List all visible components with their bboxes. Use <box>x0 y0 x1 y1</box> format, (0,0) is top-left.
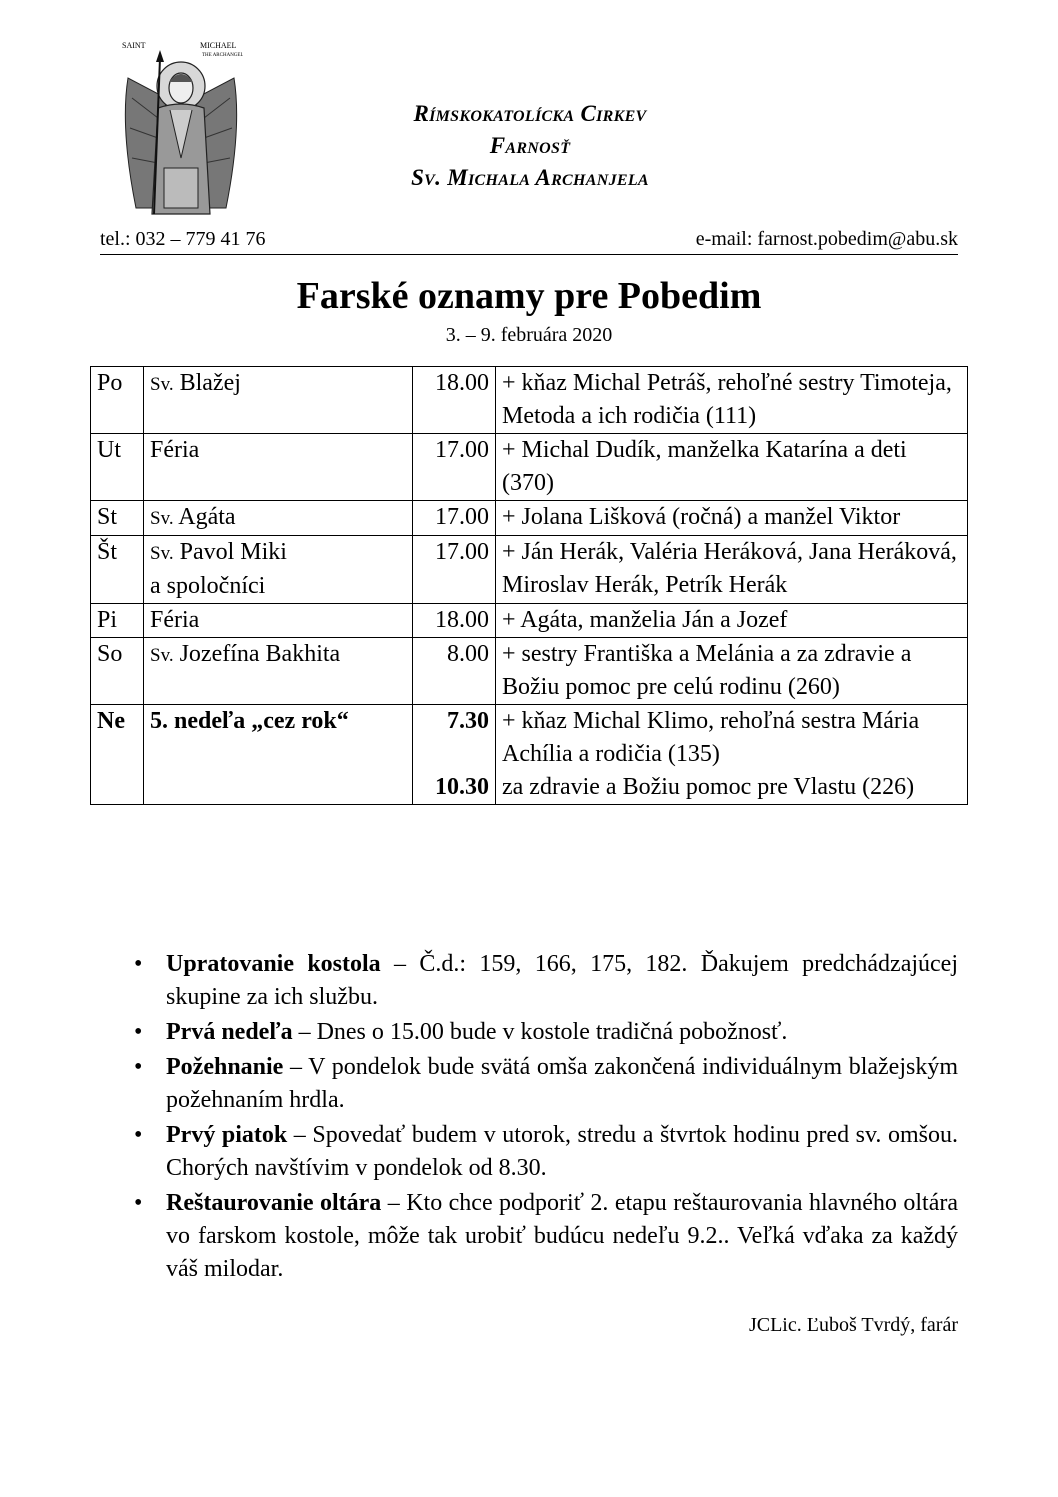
time-cell: 17.00 <box>413 501 496 536</box>
intention-cell: + kňaz Michal Petráš, rehoľné sestry Timoteja, Metoda a ich rodičia (111) <box>496 367 968 434</box>
saint-prefix: Sv. <box>150 508 174 529</box>
time-first: 7.30 <box>447 708 489 734</box>
day-cell: Št <box>91 536 144 604</box>
notice-text: – Kto chce podporiť 2. etapu reštaurovania hlavného oltára vo farskom kostole, môže tak urobiť budúcu nedeľu 9.2.. Veľká vďaka za každý váš milodar. <box>166 1190 958 1282</box>
notice-item <box>134 1187 958 1286</box>
phone-number: tel.: 032 – 779 41 76 <box>100 228 266 250</box>
schedule-row <box>91 501 968 536</box>
notice-text: – Č.d.: 159, 166, 175, 182. Ďakujem predchádzajúcej skupine za ich službu. <box>166 951 958 1010</box>
notice-heading: Reštaurovanie oltára <box>166 1190 382 1216</box>
saint-name-continued: a spoločníci <box>150 573 266 599</box>
day-cell: Ne <box>91 705 144 805</box>
schedule-row <box>91 434 968 501</box>
schedule-row <box>91 367 968 434</box>
notice-text: – Spovedať budem v utorok, stredu a štvrtok hodinu pred sv. omšou. Chorých navštívim v pondelok od 8.30. <box>166 1122 958 1181</box>
saint-name: Agáta <box>173 504 236 530</box>
saint-name: Féria <box>150 437 200 463</box>
notice-item <box>134 948 958 1014</box>
notice-text: – Dnes o 15.00 bude v kostole tradičná pobožnosť. <box>292 1019 788 1045</box>
saint-cell <box>144 367 413 434</box>
schedule-row <box>91 536 968 604</box>
bullet: • <box>134 1190 143 1216</box>
day-cell: St <box>91 501 144 536</box>
bullet: • <box>134 1122 143 1148</box>
day-cell: So <box>91 638 144 705</box>
mass-schedule-table <box>90 366 968 805</box>
intention-second: za zdravie a Božiu pomoc pre Vlastu (226) <box>502 774 915 800</box>
intention-cell <box>496 705 968 805</box>
intention-cell: + Michal Dudík, manželka Katarína a deti (370) <box>496 434 968 501</box>
saint-cell <box>144 434 413 501</box>
date-range: 3. – 9. februára 2020 <box>445 324 613 346</box>
saint-name: Féria <box>150 607 200 633</box>
saint-prefix: Sv. <box>150 645 174 666</box>
saint-michael-icon-image <box>118 38 244 220</box>
icon-caption-left: SAINT <box>122 41 146 50</box>
bullet: • <box>134 951 143 977</box>
saint-cell <box>144 604 413 638</box>
church-line-3: Sv. Michala Archanjela <box>411 165 649 190</box>
church-line-1: Rímskokatolícka Cirkev <box>413 101 647 126</box>
church-line-2: Farnosť <box>489 133 571 158</box>
time-cell: 17.00 <box>413 536 496 604</box>
icon-caption-right: MICHAEL <box>200 41 237 50</box>
time-cell <box>413 705 496 805</box>
schedule-row <box>91 638 968 705</box>
day-cell: Pi <box>91 604 144 638</box>
notice-item <box>134 1119 958 1185</box>
saint-cell <box>144 705 413 805</box>
signature: JCLic. Ľuboš Tvrdý, farár <box>748 1314 958 1336</box>
saint-prefix: Sv. <box>150 374 174 395</box>
notice-text: – V pondelok bude svätá omša zakončená individuálnym blažejským požehnaním hrdla. <box>166 1054 958 1113</box>
intention-cell: + Ján Herák, Valéria Heráková, Jana Heráková, Miroslav Herák, Petrík Herák <box>496 536 968 604</box>
saint-prefix: Sv. <box>150 543 174 564</box>
intention-cell: + Jolana Lišková (ročná) a manžel Viktor <box>496 501 968 536</box>
notice-heading: Prvá nedeľa <box>166 1019 293 1045</box>
saint-name: Blažej <box>173 370 241 396</box>
time-cell: 18.00 <box>413 604 496 638</box>
saint-cell <box>144 638 413 705</box>
time-second: 10.30 <box>435 774 489 800</box>
saint-name: Jozefína Bakhita <box>173 641 341 667</box>
notices-list <box>134 948 958 1288</box>
day-cell: Po <box>91 367 144 434</box>
saint-name: 5. nedeľa „cez rok“ <box>150 708 349 734</box>
notice-heading: Upratovanie kostola <box>166 951 381 977</box>
saint-cell <box>144 501 413 536</box>
schedule-row-sunday <box>91 705 968 805</box>
time-cell: 18.00 <box>413 367 496 434</box>
icon-caption-sub: THE ARCHANGEL <box>202 53 244 58</box>
schedule-row <box>91 604 968 638</box>
notice-heading: Prvý piatok <box>166 1122 288 1148</box>
notice-item <box>134 1016 958 1049</box>
contact-line <box>100 228 958 255</box>
church-name-block <box>330 98 730 194</box>
time-cell: 8.00 <box>413 638 496 705</box>
intention-cell: + Agáta, manželia Ján a Jozef <box>496 604 968 638</box>
page-title: Farské oznamy pre Pobedim <box>296 275 762 317</box>
bullet: • <box>134 1054 143 1080</box>
email-address: e-mail: farnost.pobedim@abu.sk <box>695 228 958 250</box>
notice-item <box>134 1051 958 1117</box>
intention-first: + kňaz Michal Klimo, rehoľná sestra Mária Achília a rodičia (135) <box>502 708 920 767</box>
intention-cell: + sestry Františka a Melánia a za zdravie a Božiu pomoc pre celú rodinu (260) <box>496 638 968 705</box>
saint-cell <box>144 536 413 604</box>
notice-heading: Požehnanie <box>166 1054 284 1080</box>
saint-name: Pavol Miki <box>173 539 287 565</box>
day-cell: Ut <box>91 434 144 501</box>
bullet: • <box>134 1019 143 1045</box>
time-cell: 17.00 <box>413 434 496 501</box>
